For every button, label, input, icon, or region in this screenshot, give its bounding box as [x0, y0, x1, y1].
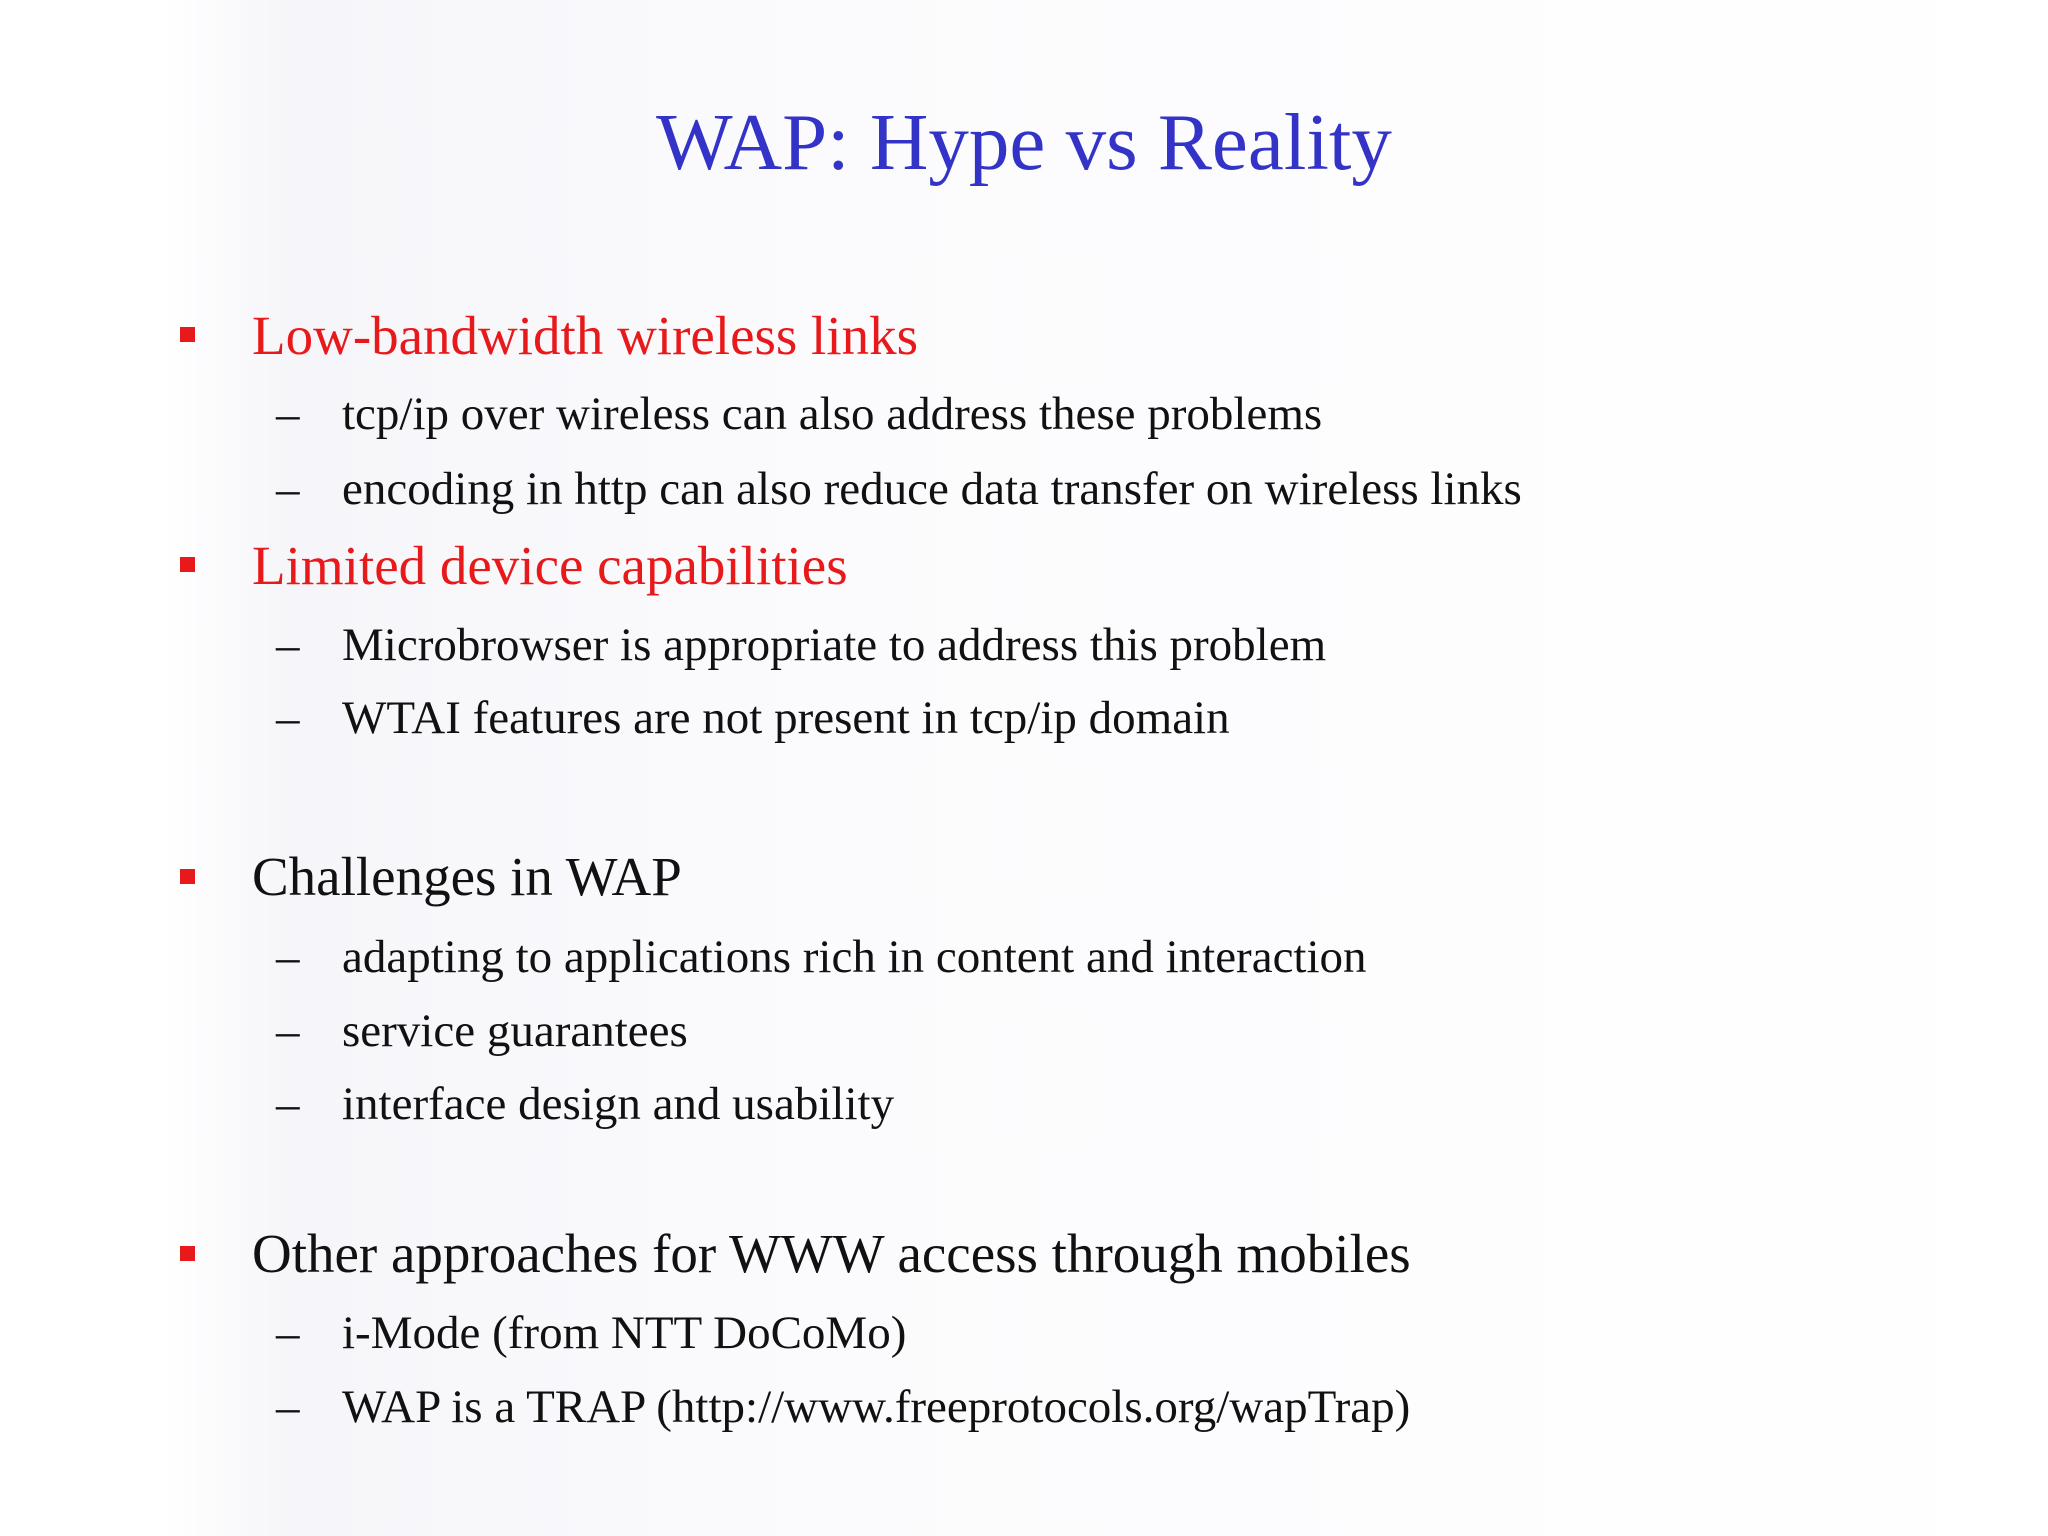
dash-marker: – — [276, 692, 300, 744]
section-heading-low-bandwidth: Low-bandwidth wireless links — [252, 305, 919, 366]
section-heading-challenges: Challenges in WAP — [252, 846, 682, 907]
section-heading-limited-device: Limited device capabilities — [252, 535, 848, 596]
slide-title: WAP: Hype vs Reality — [656, 97, 1392, 187]
section-heading-other-approaches: Other approaches for WWW access through mobiles — [252, 1223, 1411, 1284]
dash-marker: – — [276, 463, 300, 515]
sub-item: i-Mode (from NTT DoCoMo) — [342, 1307, 907, 1359]
sub-item: WTAI features are not present in tcp/ip domain — [342, 692, 1230, 744]
sub-item: interface design and usability — [342, 1078, 895, 1130]
dash-marker: – — [276, 1307, 300, 1359]
bullet-marker — [180, 869, 195, 884]
dash-marker: – — [276, 388, 300, 440]
dash-marker: – — [276, 619, 300, 671]
sub-item: Microbrowser is appropriate to address this problem — [342, 619, 1327, 671]
sub-item: service guarantees — [342, 1005, 688, 1057]
dash-marker: – — [276, 931, 300, 983]
sub-item: encoding in http can also reduce data transfer on wireless links — [342, 463, 1522, 515]
bullet-marker — [180, 557, 195, 572]
sub-item: tcp/ip over wireless can also address these problems — [342, 388, 1323, 440]
sub-item: adapting to applications rich in content and interaction — [342, 931, 1367, 983]
dash-marker: – — [276, 1381, 300, 1433]
bullet-marker — [180, 1246, 195, 1261]
sub-item: WAP is a TRAP (http://www.freeprotocols.org/wapTrap) — [342, 1381, 1411, 1433]
dash-marker: – — [276, 1005, 300, 1057]
dash-marker: – — [276, 1078, 300, 1130]
bullet-marker — [180, 327, 195, 342]
